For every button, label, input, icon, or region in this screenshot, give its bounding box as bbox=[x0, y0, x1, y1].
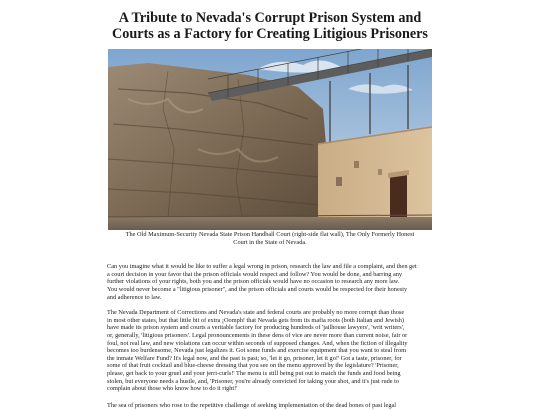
paragraph-line: in most other states, but that little bit of extra ¡Oomph! that Nevada gets from its mafia roots (both Italian and Jewish) bbox=[107, 316, 404, 324]
caption-line: The Old Maximum-Security Nevada State Prison Handball Court (right-side flat wall), The Only Formerly Honest bbox=[125, 231, 415, 238]
paragraph-line: and adherence to law. bbox=[107, 293, 162, 301]
paragraph-line: have made its prison system and courts a veritable factory for producing hundreds of 'jailhouse lawyers', 'writ writers', bbox=[107, 324, 405, 332]
paragraph-line: foul, not real law, and new violations can occur within seconds of supposed changes. And, when the fiction of illegality bbox=[107, 339, 408, 347]
paragraph-line: The sea of prisoners who rose to the repetitive challenge of seeking implementation of the dead bones of past legal bbox=[107, 402, 397, 410]
paragraph-line: The Nevada Department of Corrections and Nevada's state and federal courts are probably no more corrupt than those bbox=[107, 309, 405, 317]
paragraph-line: or, generally, 'litigious prisoners'. Legal pronouncements in these dens of vice are never more than current noise, fair or bbox=[107, 332, 408, 340]
paragraph-line: please, get back to your gruel and your jerri-curls!' The menu is still being put out to match the funds and food being bbox=[107, 370, 401, 378]
paragraph-1 bbox=[107, 263, 433, 301]
caption-line: Court in the State of Nevada. bbox=[233, 238, 307, 246]
paragraph-line: further violations of your rights, both you and the prison officials would have no occasion to research any more law. bbox=[107, 278, 400, 286]
paragraph-line: some of that fruit cocktail and blue-cheese dressing that you see on the menu approved by the legislature? 'Prisoner, bbox=[107, 362, 399, 370]
paragraph-3 bbox=[107, 402, 433, 410]
paragraph-line: complain about those who know how to do it right!' bbox=[107, 385, 238, 393]
paragraph-line: stolen, but everyone needs a hustle, and, 'Prisoner, you're already convicted for taking your shot, and it's just rude to bbox=[107, 377, 400, 385]
title-line: Courts as a Factory for Creating Litigious Prisoners bbox=[112, 26, 428, 42]
paragraph-line: becomes too burdensome, Nevada just legalizes it. Got some funds and exercise equipment that you want to steal from bbox=[107, 347, 407, 355]
prison-handball-court-photo bbox=[108, 49, 432, 230]
paragraph-line: Can you imagine what it would be like to suffer a legal wrong in prison, research the law and file a complaint, and then get bbox=[107, 263, 417, 271]
photo-caption bbox=[100, 231, 440, 246]
paragraph-2 bbox=[107, 309, 433, 393]
paragraph-line: You would never become a "litigious prisoner", and the prison officials and courts would be respected for their honesty bbox=[107, 286, 408, 294]
article-title bbox=[60, 10, 480, 42]
title-line: A Tribute to Nevada's Corrupt Prison System and bbox=[118, 10, 422, 26]
paragraph-line: a court decision in your favor that the prison officials would respect and follow? You would be done, and barring any bbox=[107, 270, 403, 278]
paragraph-line: the inmate Welfare Fund? It's legal now, and the past is past; so, 'let it go, prisoner, let it go!' Got a taste, prisoner, for bbox=[107, 354, 402, 362]
